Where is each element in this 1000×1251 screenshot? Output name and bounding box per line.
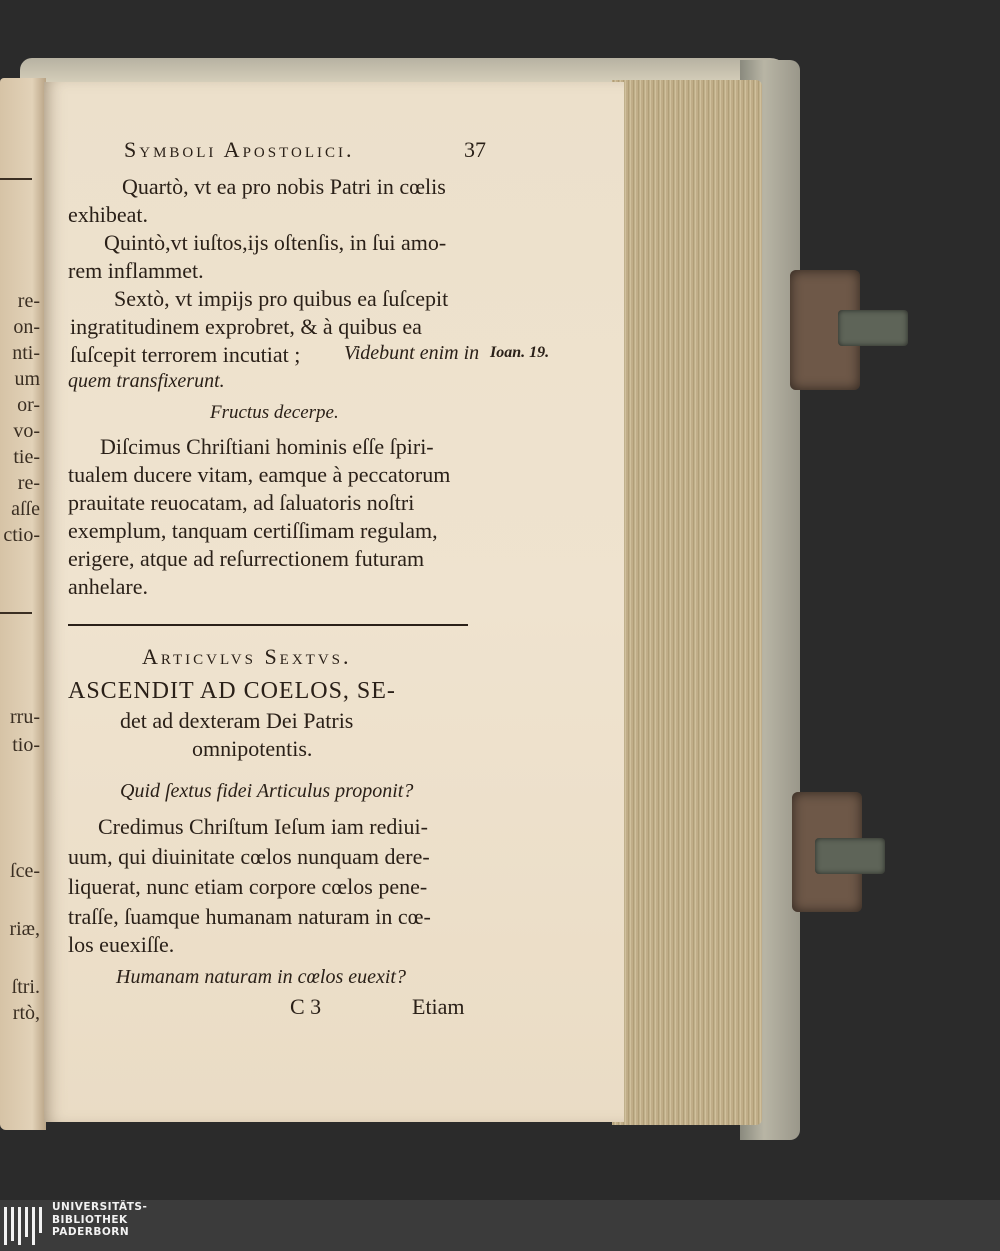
- left-fragment: re-: [17, 290, 40, 312]
- text-line: exhibeat.: [68, 202, 149, 227]
- running-header: Symboli Apostolici.: [124, 137, 355, 162]
- text-line: liquerat, nunc etiam corpore cœlos pene-: [68, 874, 428, 899]
- article-heading: Articvlvs Sextvs.: [142, 644, 352, 669]
- creed-text-line: ASCENDIT AD COELOS, SE-: [68, 678, 396, 704]
- left-fragment: nti-: [12, 342, 40, 364]
- left-fragment: rtò,: [12, 1002, 40, 1024]
- text-line: Credimus Chriſtum Ieſum iam rediui-: [98, 814, 428, 839]
- library-logo-icon: [3, 1203, 43, 1247]
- text-line: los euexiſſe.: [68, 932, 175, 957]
- logo-line: UNIVERSITÄTS-: [52, 1201, 148, 1213]
- margin-reference: Ioan. 19.: [490, 344, 550, 361]
- footer-bar: [0, 1200, 1000, 1251]
- text-line: Diſcimus Chriſtiani hominis eſſe ſpiri-: [100, 434, 434, 459]
- text-line: prauitate reuocatam, ad ſaluatoris noſtri: [68, 490, 415, 515]
- page-number: 37: [464, 137, 486, 162]
- catechism-question: Quid ſextus fidei Articulus proponit?: [120, 780, 414, 802]
- book-page: [44, 82, 624, 1122]
- text-line: Quartò, vt ea pro nobis Patri in cœlis: [122, 174, 446, 199]
- creed-text-line: det ad dexteram Dei Patris: [120, 708, 354, 733]
- text-line: traſſe, ſuamque humanam naturam in cœ-: [68, 904, 431, 929]
- catchword: Etiam: [412, 994, 465, 1019]
- left-fragment: tie-: [13, 446, 40, 468]
- creed-text-line: omnipotentis.: [192, 736, 313, 761]
- section-rule: [68, 624, 468, 626]
- catechism-question: Humanam naturam in cœlos euexit?: [116, 966, 406, 988]
- lower-clasp-metal: [815, 838, 885, 874]
- text-line: anhelare.: [68, 574, 148, 599]
- left-fragment: on-: [13, 316, 40, 338]
- scripture-quote: quem transfixerunt.: [68, 370, 225, 392]
- section-subheading: Fructus decerpe.: [210, 402, 339, 423]
- text-line: ingratitudinem exprobret, & à quibus ea: [70, 314, 422, 339]
- left-fragment: ſtri.: [11, 976, 40, 998]
- text-line: tualem ducere vitam, eamque à peccatorum: [68, 462, 451, 487]
- left-page-rule: [0, 612, 32, 614]
- left-fragment: um: [14, 368, 40, 390]
- text-line: Sextò, vt impijs pro quibus ea ſuſcepit: [114, 286, 449, 311]
- left-page-edge: [0, 78, 46, 1130]
- text-line: erigere, atque ad reſurrectionem futuram: [68, 546, 425, 571]
- left-fragment: vo-: [13, 420, 40, 442]
- text-line: exemplum, tanquam certiſſimam regulam,: [68, 518, 438, 543]
- left-fragment: riæ,: [9, 918, 40, 940]
- left-fragment: ſce-: [10, 860, 40, 882]
- page-block-edge: [612, 80, 762, 1125]
- left-fragment: or-: [17, 394, 40, 416]
- text-line: Quintò,vt iuſtos,ijs oſtenſis, in ſui amo-: [104, 230, 447, 255]
- left-fragment: rru-: [10, 706, 40, 728]
- upper-clasp-metal: [838, 310, 908, 346]
- left-fragment: re-: [17, 472, 40, 494]
- library-logo-text: [52, 1201, 147, 1239]
- logo-line: BIBLIOTHEK: [52, 1213, 128, 1226]
- text-line: ſuſcepit terrorem incutiat ;: [70, 342, 301, 367]
- scripture-quote: Videbunt enim in: [344, 342, 480, 364]
- left-fragment: ctio-: [3, 524, 40, 546]
- left-fragment: tio-: [12, 734, 40, 756]
- left-page-rule: [0, 178, 32, 180]
- text-line: rem inflammet.: [68, 258, 204, 283]
- logo-line: PADERBORN: [52, 1226, 130, 1238]
- text-line: uum, qui diuinitate cœlos nunquam dere-: [68, 844, 430, 869]
- signature-mark: C 3: [290, 994, 322, 1019]
- left-fragment: aſſe: [11, 498, 40, 520]
